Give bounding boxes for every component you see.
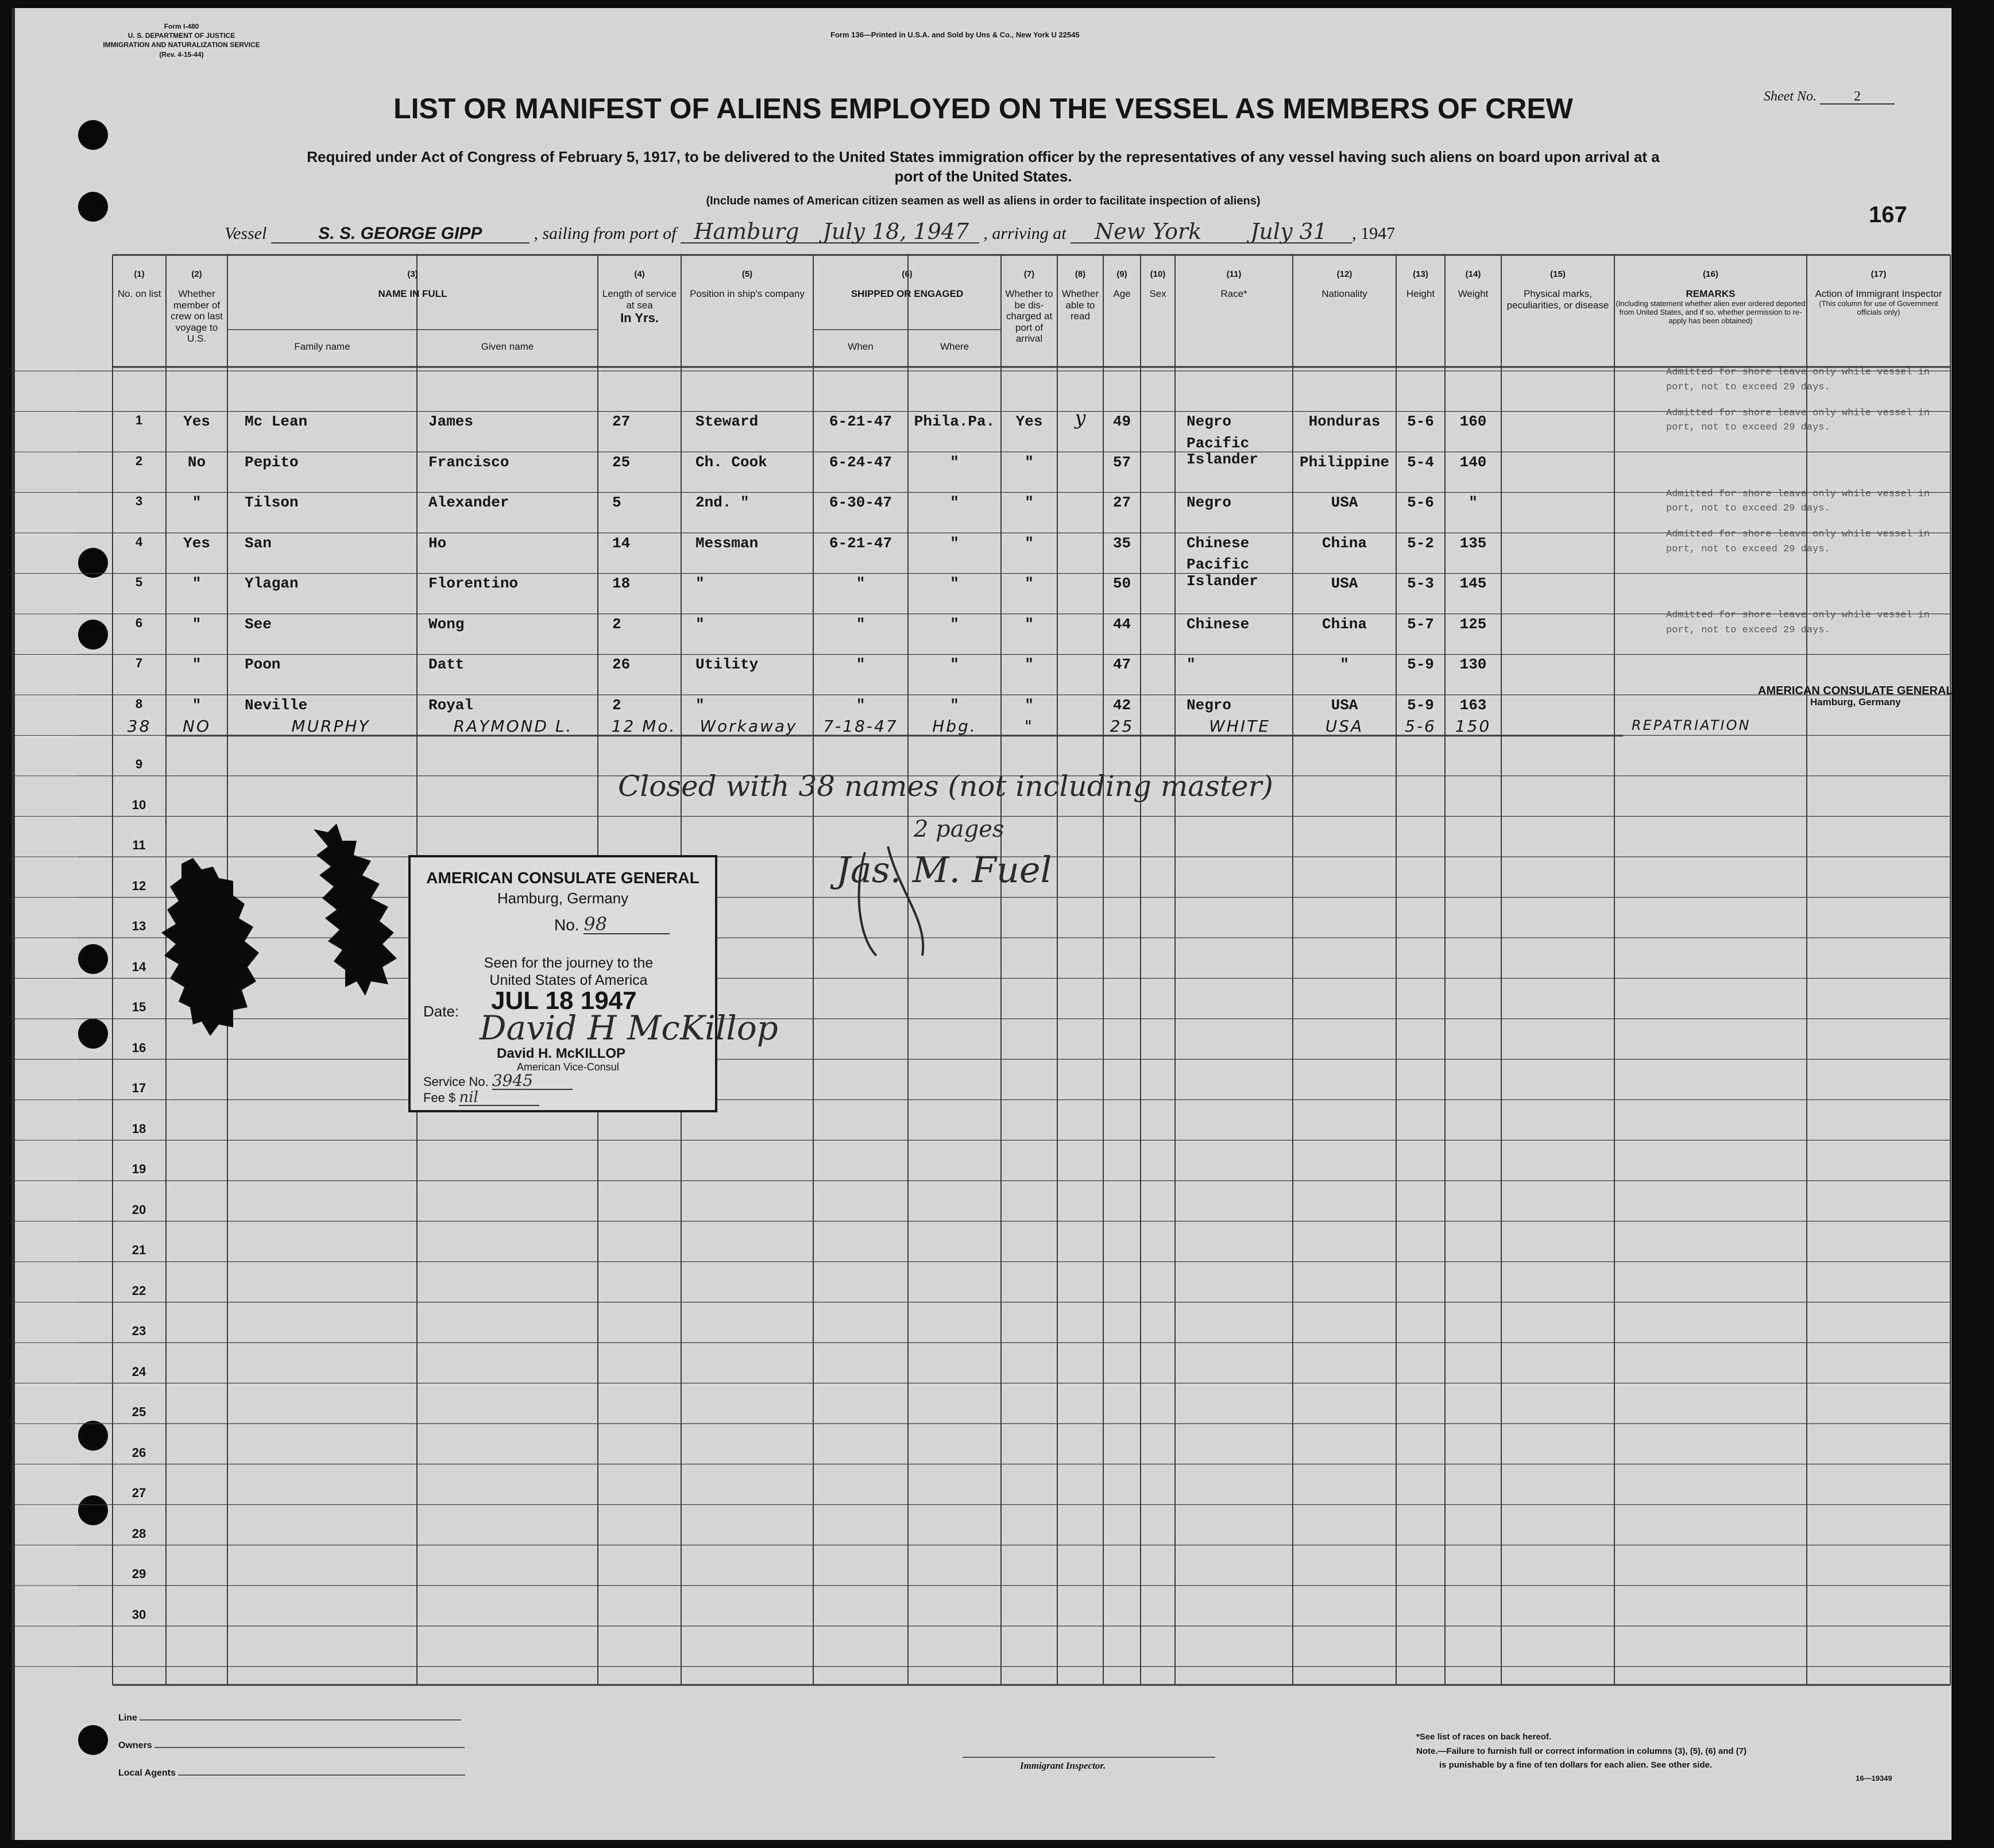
row-where: Phila.Pa.: [914, 413, 995, 430]
arrival-year: , 1947: [1352, 224, 1396, 243]
row-last-voyage: ": [192, 696, 202, 714]
stamp-date-label: Date:: [423, 1003, 459, 1020]
row-number: 4: [135, 534, 143, 549]
footer-owners: [118, 1741, 465, 1750]
row-number: 25: [132, 1405, 146, 1419]
column-header: [682, 269, 812, 300]
remark-note: Admitted for shore leave only while vessel in port, not to exceed 29 days.: [1666, 529, 1930, 555]
footer-code: 16—19349: [1856, 1774, 1892, 1783]
row-family: Neville: [245, 696, 308, 714]
subtitle-line-3: (Include names of American citizen seamen as well as aliens in order to facilitate inspection of aliens): [706, 195, 1261, 207]
row-number: 18: [132, 1121, 146, 1136]
row-number: 3: [135, 494, 143, 508]
stamp-fee-value: nil: [459, 1090, 539, 1106]
stamp-number: [554, 915, 670, 934]
footer-line-label: Line: [118, 1713, 137, 1723]
stamp-city: Hamburg, Germany: [497, 890, 629, 907]
row-age: 27: [1112, 494, 1131, 511]
row-position: ": [695, 696, 705, 714]
row-number: 5: [135, 575, 143, 589]
master-signature: Jas. M. Fuel: [836, 849, 1052, 891]
row-nationality: Honduras: [1308, 413, 1381, 430]
row-last-voyage: ": [192, 494, 202, 511]
stamp-fee-label: Fee $: [423, 1091, 456, 1105]
added-row-discharged: ": [1025, 717, 1034, 736]
row-number: 30: [132, 1607, 146, 1622]
footer-note-1: *See list of races on back hereof.: [1416, 1732, 1552, 1742]
stamp-seen-2: United States of America: [489, 972, 648, 988]
service-name: IMMIGRATION AND NATURALIZATION SERVICE: [103, 41, 260, 49]
row-service: 18: [612, 575, 631, 592]
column-number: (5): [741, 269, 753, 279]
row-service: 2: [612, 696, 621, 714]
remark-note: Admitted for shore leave only while vessel in port, not to exceed 29 days.: [1666, 610, 1930, 636]
stamp-vice-consul-signature: David H McKillop: [480, 1008, 778, 1047]
manifest-sheet: [11, 8, 1952, 1840]
page-title: LIST OR MANIFEST OF ALIENS EMPLOYED ON THE VESSEL AS MEMBERS OF CREW: [393, 92, 1573, 125]
stamp-no-label: No.: [554, 916, 579, 934]
remarks-stamp-title: AMERICAN CONSULATE GENERAL: [1758, 685, 1953, 697]
stamp-service: [423, 1073, 573, 1090]
row-race: ": [1187, 656, 1196, 673]
row-given: Royal: [428, 696, 474, 714]
remarks-consulate-stamp: [1758, 685, 1953, 708]
column-label: Race*: [1220, 288, 1247, 300]
row-nationality: USA: [1331, 696, 1358, 714]
column-number: (14): [1465, 269, 1481, 279]
column-number: (15): [1550, 269, 1566, 279]
row-number: 8: [135, 696, 143, 711]
column-number: (7): [1023, 269, 1035, 279]
footer-agents: [118, 1769, 465, 1778]
added-row-height: 5-6: [1405, 717, 1436, 736]
row-last-voyage: No: [187, 453, 206, 471]
column-number: (9): [1116, 269, 1127, 279]
subtitle-line-1: Required under Act of Congress of February 5, 1917, to be delivered to the United States immigration officer by the representatives of any vessel having such aliens on board upon arrival at a: [307, 148, 1660, 165]
row-number: 23: [132, 1324, 146, 1338]
column-label: Weight: [1458, 288, 1489, 300]
row-given: James: [428, 413, 474, 430]
row-last-voyage: ": [192, 615, 202, 633]
signature-flourish: [842, 824, 1014, 961]
column-number: (4): [634, 269, 645, 279]
column-header: [1397, 269, 1444, 300]
column-number: (16): [1703, 269, 1718, 279]
column-header: [814, 269, 1000, 300]
row-family: Tilson: [245, 494, 299, 511]
added-row-position: Workaway: [700, 717, 798, 736]
footer-note-2: Note.—Failure to furnish full or correct information in columns (3), (5), (6) and (7): [1416, 1746, 1747, 1756]
row-discharged: ": [1025, 494, 1034, 511]
row-last-voyage: ": [192, 575, 202, 592]
row-number: 9: [135, 757, 143, 771]
column-header: [1502, 269, 1613, 311]
row-number: 24: [132, 1364, 146, 1379]
sheet-value: 2: [1820, 90, 1895, 105]
seal-ribbon-right: [302, 818, 417, 1007]
footer-owners-label: Owners: [118, 1741, 152, 1750]
row-where: ": [950, 656, 959, 673]
row-family: San: [245, 534, 272, 552]
row-position: Messman: [695, 534, 759, 552]
column-header: [1104, 269, 1139, 300]
row-race: Chinese: [1187, 534, 1250, 552]
added-row-nationality: USA: [1325, 717, 1364, 736]
row-weight: 163: [1459, 696, 1487, 714]
row-given: Ho: [428, 534, 447, 552]
row-where: ": [950, 453, 959, 471]
row-service: 2: [612, 615, 621, 633]
added-row-remarks: REPATRIATION: [1632, 717, 1751, 733]
row-when: 6-21-47: [829, 534, 892, 552]
stamp-fee: [423, 1090, 539, 1106]
row-age: 35: [1112, 534, 1131, 552]
row-weight: 125: [1459, 615, 1487, 633]
row-position: ": [695, 615, 705, 633]
stamp-date-value: JUL 18 1947: [491, 987, 637, 1015]
remark-note: Admitted for shore leave only while vessel in port, not to exceed 29 days.: [1666, 367, 1930, 393]
row-number: 28: [132, 1526, 146, 1541]
row-number: 22: [132, 1283, 146, 1298]
column-label: Sex: [1149, 288, 1166, 300]
row-height: 5-3: [1407, 575, 1434, 592]
row-where: ": [950, 615, 959, 633]
row-nationality: China: [1321, 534, 1367, 552]
row-height: 5-7: [1407, 615, 1434, 633]
row-when: ": [856, 615, 865, 633]
row-number: 7: [135, 656, 143, 670]
remarks-stamp-city: Hamburg, Germany: [1810, 697, 1901, 708]
row-position: Utility: [695, 656, 759, 673]
row-family: Pepito: [245, 453, 299, 471]
column-label: SHIPPED OR ENGAGED: [851, 288, 964, 300]
stamp-signer-title: American Vice-Consul: [517, 1061, 619, 1073]
row-discharged: ": [1025, 575, 1034, 592]
inspector-label: Immigrant Inspector.: [1020, 1760, 1106, 1771]
row-last-voyage: Yes: [183, 413, 210, 430]
added-row-last-voyage: NO: [183, 717, 211, 736]
column-number: (12): [1336, 269, 1352, 279]
row-number: 1: [135, 413, 143, 427]
row-given: Francisco: [428, 453, 509, 471]
row-age: 57: [1112, 453, 1131, 471]
row-nationality: ": [1340, 656, 1349, 673]
column-label: REMARKS: [1686, 288, 1736, 300]
column-subheader: Family name: [294, 341, 350, 352]
row-number: 17: [132, 1081, 146, 1095]
column-number: (17): [1871, 269, 1887, 279]
row-position: Steward: [695, 413, 759, 430]
row-race: Pacific Islander: [1187, 556, 1258, 590]
vessel-label: Vessel: [225, 224, 267, 243]
column-header: [1176, 269, 1292, 300]
row-age: 44: [1112, 615, 1131, 633]
row-family: Poon: [245, 656, 281, 673]
row-number: 15: [132, 1000, 146, 1014]
column-label: NAME IN FULL: [378, 288, 447, 300]
row-nationality: China: [1321, 615, 1367, 633]
page-number: 167: [1869, 202, 1907, 227]
row-where: ": [950, 575, 959, 592]
row-height: 5-2: [1407, 534, 1434, 552]
seal-ribbon-left: [147, 852, 279, 1042]
column-note: (This column for use of Government officials only): [1819, 299, 1938, 316]
subtitle-line-2: port of the United States.: [894, 168, 1072, 185]
row-height: 5-9: [1407, 656, 1434, 673]
row-number: 13: [132, 919, 146, 933]
footer-note-3: is punishable by a fine of ten dollars for each alien. See other side.: [1439, 1760, 1713, 1770]
row-when: ": [856, 575, 865, 592]
row-nationality: USA: [1331, 494, 1358, 511]
stamp-seen-1: Seen for the journey to the: [484, 955, 654, 971]
column-header: [1002, 269, 1056, 345]
added-row-given: RAYMOND L.: [453, 717, 573, 736]
added-row-no: 38: [127, 717, 152, 736]
column-header: [1808, 269, 1949, 317]
row-race: Chinese: [1187, 615, 1250, 633]
column-label: Whether member of crew on last voyage to U.S.: [171, 288, 223, 345]
added-row-family: MURPHY: [291, 717, 370, 736]
row-weight: 135: [1459, 534, 1487, 552]
added-row-where: Hbg.: [932, 717, 977, 736]
row-service: 25: [612, 453, 631, 471]
column-note: (Including statement whether alien ever ordered deported from United States, and if so, whether permission to re-apply has been obtained): [1616, 299, 1806, 325]
row-given: Florentino: [428, 575, 519, 592]
row-number: 20: [132, 1202, 146, 1217]
row-where: ": [950, 696, 959, 714]
column-number: (8): [1075, 269, 1086, 279]
row-when: 6-24-47: [829, 453, 892, 471]
row-weight: 140: [1459, 453, 1487, 471]
footer-line: [118, 1714, 461, 1723]
row-weight: 130: [1459, 656, 1487, 673]
row-read: y: [1075, 407, 1086, 430]
column-label: Nationality: [1321, 288, 1367, 300]
column-header: [1058, 269, 1102, 322]
row-number: 26: [132, 1445, 146, 1460]
row-family: Mc Lean: [245, 413, 308, 430]
column-header: [599, 269, 680, 326]
revision: (Rev. 4-15-44): [159, 50, 204, 59]
row-number: 11: [132, 838, 146, 852]
remark-note: Admitted for shore leave only while vessel in port, not to exceed 29 days.: [1666, 488, 1930, 514]
row-position: 2nd. ": [695, 494, 749, 511]
column-label: Position in ship's company: [690, 288, 805, 300]
row-weight: 160: [1459, 413, 1487, 430]
sailing-port: Hamburg: [681, 221, 813, 243]
vessel-name: S. S. GEORGE GIPP: [271, 225, 530, 243]
stamp-no-value: 98: [583, 915, 670, 934]
row-where: ": [950, 534, 959, 552]
row-discharged: ": [1025, 696, 1034, 714]
column-header: [229, 269, 597, 300]
form-number: Form I-480: [164, 22, 199, 30]
remark-note: Admitted for shore leave only while vessel in port, not to exceed 29 days.: [1666, 407, 1930, 433]
column-label: Height: [1406, 288, 1435, 300]
footer-agents-label: Local Agents: [118, 1768, 176, 1778]
arriving-label: , arriving at: [983, 224, 1066, 243]
row-race: Negro: [1187, 494, 1232, 511]
row-position: ": [695, 575, 705, 592]
consulate-stamp: [408, 855, 778, 1112]
row-number: 14: [132, 959, 146, 974]
column-label: Length of service at sea: [602, 288, 677, 311]
column-label: Action of Immigrant Inspector: [1815, 288, 1942, 300]
sheet-label: Sheet No.: [1764, 89, 1817, 104]
column-header: [167, 269, 226, 345]
column-label: Whether able to read: [1061, 288, 1099, 322]
row-number: 19: [132, 1162, 146, 1176]
column-subheader: Where: [940, 341, 969, 352]
row-height: 5-6: [1407, 413, 1434, 430]
row-age: 50: [1112, 575, 1131, 592]
added-row-weight: 150: [1455, 717, 1491, 736]
row-service: 27: [612, 413, 631, 430]
row-family: Ylagan: [245, 575, 299, 592]
column-header: [114, 269, 165, 300]
row-when: 6-30-47: [829, 494, 892, 511]
row-age: 49: [1112, 413, 1131, 430]
row-discharged: Yes: [1015, 413, 1043, 430]
row-height: 5-6: [1407, 494, 1434, 511]
printer-line: Form 136—Printed in U.S.A. and Sold by Uns & Co., New York U 22545: [830, 30, 1080, 39]
row-discharged: ": [1025, 534, 1034, 552]
row-race: Negro: [1187, 413, 1232, 430]
column-header: [1294, 269, 1395, 300]
row-given: Alexander: [428, 494, 509, 511]
row-service: 26: [612, 656, 631, 673]
column-number: (6): [902, 269, 913, 279]
row-age: 47: [1112, 656, 1131, 673]
added-row-when: 7-18-47: [823, 717, 898, 736]
column-number: (11): [1226, 269, 1242, 279]
stamp-service-label: Service No.: [423, 1074, 489, 1089]
row-where: ": [950, 494, 959, 511]
column-number: (1): [134, 269, 145, 279]
sailing-date: July 18, 1947: [813, 221, 979, 243]
row-age: 42: [1112, 696, 1131, 714]
row-discharged: ": [1025, 453, 1034, 471]
row-when: ": [856, 696, 865, 714]
column-header: [1446, 269, 1500, 300]
stamp-signer: David H. McKILLOP: [497, 1046, 626, 1061]
row-weight: ": [1469, 494, 1478, 511]
row-service: 14: [612, 534, 631, 552]
row-number: 2: [135, 453, 143, 468]
row-discharged: ": [1025, 656, 1034, 673]
row-number: 12: [132, 878, 146, 893]
row-race: Negro: [1187, 696, 1232, 714]
row-last-voyage: Yes: [183, 534, 210, 552]
column-label: Whether to be dis-charged at port of arrival: [1005, 288, 1053, 345]
column-subheader: When: [848, 341, 874, 352]
row-weight: 145: [1459, 575, 1487, 592]
row-nationality: Philippine: [1299, 453, 1390, 471]
row-given: Datt: [428, 656, 465, 673]
column-label: Age: [1113, 288, 1131, 300]
row-service: 5: [612, 494, 621, 511]
column-number: (10): [1150, 269, 1166, 279]
stamp-service-value: 3945: [492, 1073, 573, 1090]
row-number: 10: [132, 797, 146, 812]
column-number: (3): [407, 269, 418, 279]
column-label: No. on list: [117, 288, 161, 300]
row-nationality: USA: [1331, 575, 1358, 592]
row-last-voyage: ": [192, 656, 202, 673]
column-subheader: Given name: [481, 341, 534, 352]
row-number: 21: [132, 1243, 146, 1257]
arriving-port: New York: [1071, 221, 1226, 243]
row-when: ": [856, 656, 865, 673]
sailing-label: , sailing from port of: [534, 224, 677, 243]
added-row-race: WHITE: [1209, 717, 1270, 736]
column-number: (13): [1413, 269, 1428, 279]
row-number: 6: [135, 615, 143, 630]
closing-note: Closed with 38 names (not including master): [618, 770, 1273, 803]
row-discharged: ": [1025, 615, 1034, 633]
column-note: In Yrs.: [620, 311, 659, 326]
row-height: 5-9: [1407, 696, 1434, 714]
column-number: (2): [191, 269, 202, 279]
added-row-age: 25: [1110, 717, 1134, 736]
arriving-date: July 31: [1226, 221, 1352, 243]
row-height: 5-4: [1407, 453, 1434, 471]
row-family: See: [245, 615, 272, 633]
row-number: 27: [132, 1486, 146, 1500]
row-race: Pacific Islander: [1187, 434, 1258, 469]
column-header: [1616, 269, 1806, 326]
stamp-title: AMERICAN CONSULATE GENERAL: [426, 869, 700, 887]
column-header: [1142, 269, 1174, 300]
inspector-signature-line: [963, 1757, 1215, 1758]
pages-note: 2 pages: [914, 816, 1004, 842]
row-when: 6-21-47: [829, 413, 892, 430]
row-number: 16: [132, 1040, 146, 1055]
department: U. S. DEPARTMENT OF JUSTICE: [127, 32, 235, 40]
column-label: Physical marks, peculiarities, or disease: [1506, 288, 1609, 311]
added-row-service: 12 Mo.: [611, 717, 677, 736]
row-given: Wong: [428, 615, 465, 633]
row-position: Ch. Cook: [695, 453, 767, 471]
row-number: 29: [132, 1567, 146, 1581]
